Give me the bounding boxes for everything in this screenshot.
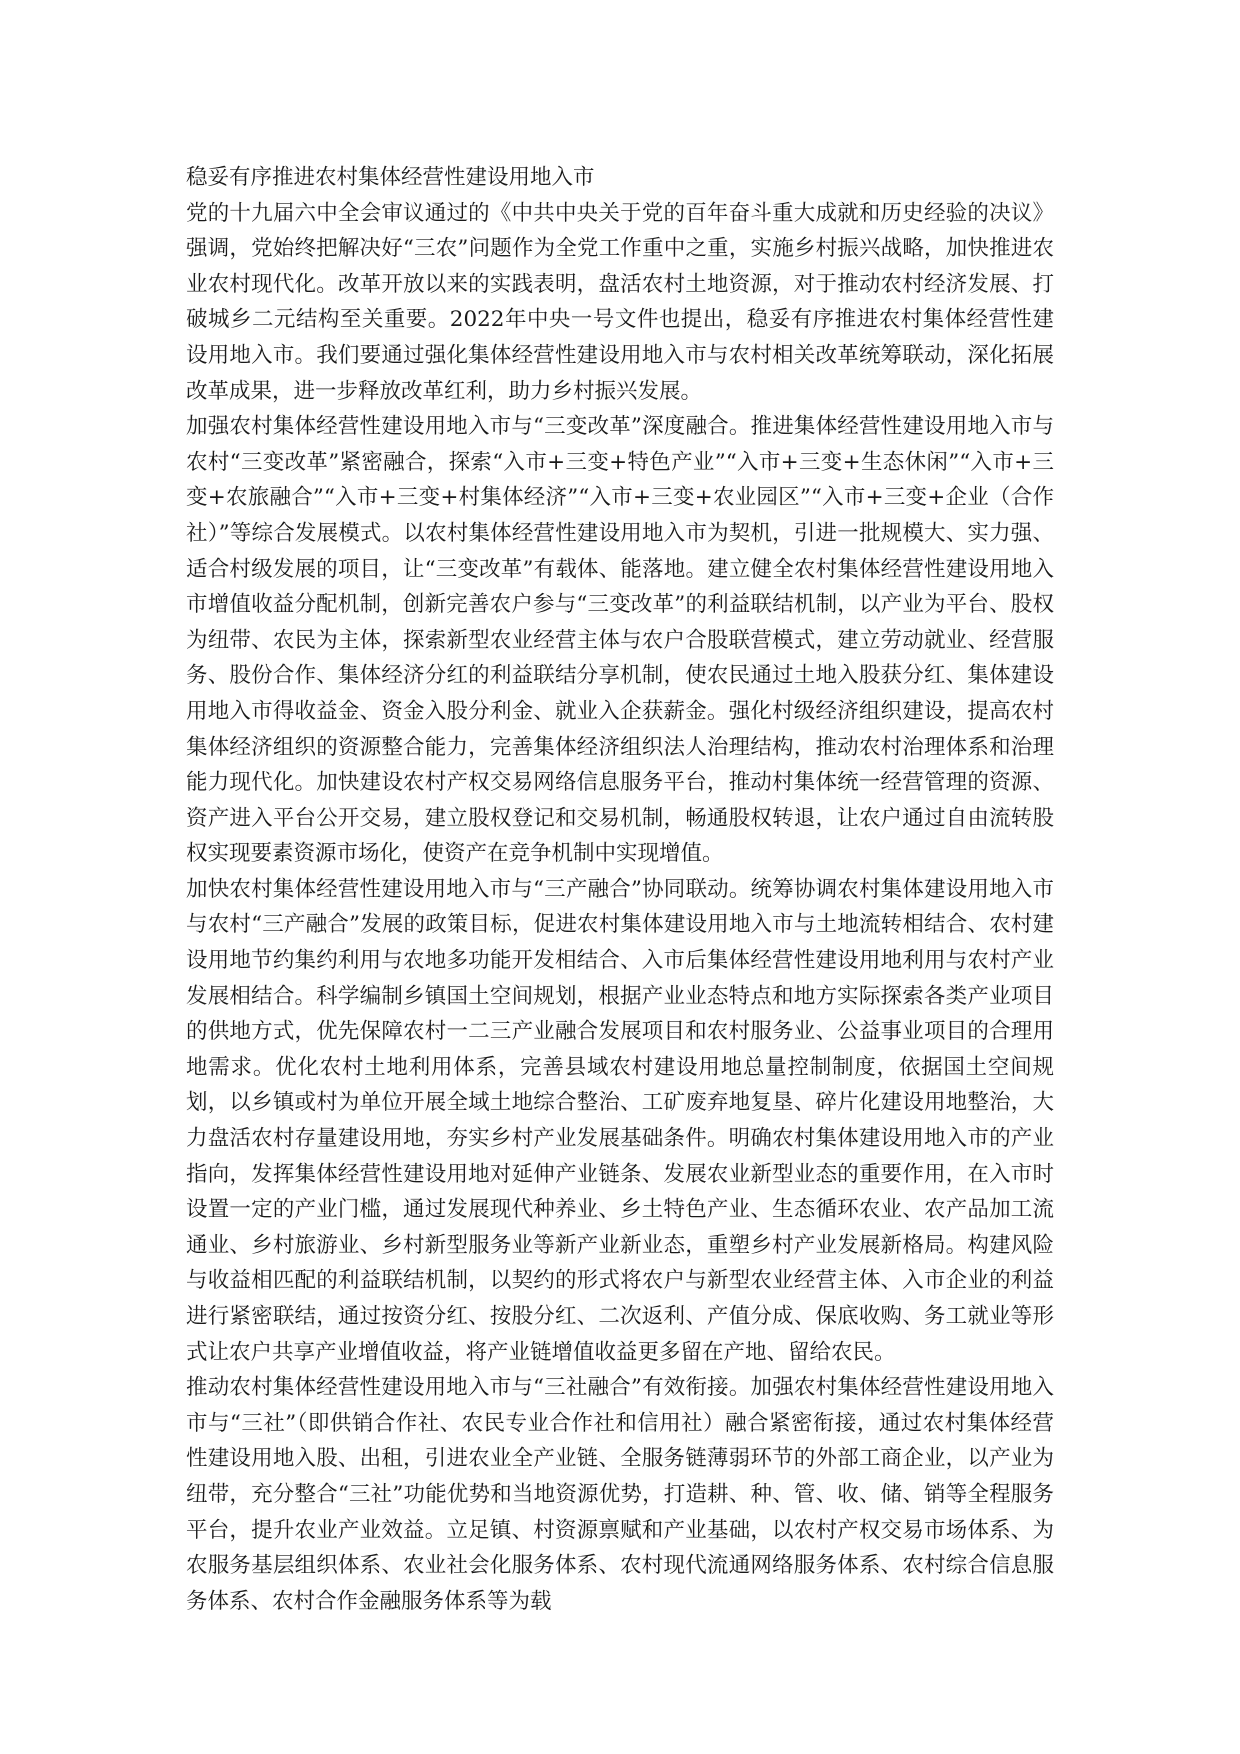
paragraph-intro: 党的十九届六中全会审议通过的《中共中央关于党的百年奋斗重大成就和历史经验的决议》强调，党始终把解决好“三农”问题作为全党工作重中之重，实施乡村振兴战略，加快推进农业农村现代化。改革开放以来的实践表明，盘活农村土地资源，对于推动农村经济发展、打破城乡二元结构至关重要。2022年中央一号文件也提出，稳妥有序推进农村集体经营性建设用地入市。我们要通过强化集体经营性建设用地入市与农村相关改革统筹联动，深化拓展改革成果，进一步释放改革红利，助力乡村振兴发展。: [186, 200, 1054, 404]
document-title: 稳妥有序推进农村集体经营性建设用地入市: [186, 165, 595, 190]
document-page: [186, 160, 1054, 1619]
paragraph-industry-integration: 加快农村集体经营性建设用地入市与“三产融合”协同联动。统筹协调农村集体建设用地入市与农村“三产融合”发展的政策目标，促进农村集体建设用地入市与土地流转相结合、农村建设用地节约集约利用与农地多功能开发相结合、入市后集体经营性建设用地利用与农村产业发展相结合。科学编制乡镇国土空间规划，根据产业业态特点和地方实际探索各类产业项目的供地方式，优先保障农村一二三产业融合发展项目和农村服务业、公益事业项目的合理用地需求。优化农村土地利用体系，完善县域农村建设用地总量控制制度，依据国土空间规划，以乡镇或村为单位开展全域土地综合整治、工矿废弃地复垦、碎片化建设用地整治，大力盘活农村存量建设用地，夯实乡村产业发展基础条件。明确农村集体建设用地入市的产业指向，发挥集体经营性建设用地对延伸产业链条、发展农业新型业态的重要作用，在入市时设置一定的产业门槛，通过发展现代种养业、乡土特色产业、生态循环农业、农产品加工流通业、乡村旅游业、乡村新型服务业等新产业新业态，重塑乡村产业发展新格局。构建风险与收益相匹配的利益联结机制，以契约的形式将农户与新型农业经营主体、入市企业的利益进行紧密联结，通过按资分红、按股分红、二次返利、产值分成、保底收购、务工就业等形式让农户共享产业增值收益，将产业链增值收益更多留在产地、留给农民。: [186, 876, 1054, 1365]
paragraph-three-cooperatives: 推动农村集体经营性建设用地入市与“三社融合”有效衔接。加强农村集体经营性建设用地入市与“三社”（即供销合作社、农民专业合作社和信用社）融合紧密衔接，通过农村集体经营性建设用地入股、出租，引进农业全产业链、全服务链薄弱环节的外部工商企业，以产业为纽带，充分整合“三社”功能优势和当地资源优势，打造耕、种、管、收、储、销等全程服务平台，提升农业产业效益。立足镇、村资源禀赋和产业基础，以农村产权交易市场体系、为农服务基层组织体系、农业社会化服务体系、农村现代流通网络服务体系、农村综合信息服务体系、农村合作金融服务体系等为载: [186, 1375, 1054, 1614]
paragraph-three-changes: 加强农村集体经营性建设用地入市与“三变改革”深度融合。推进集体经营性建设用地入市与农村“三变改革”紧密融合，探索“入市+三变+特色产业”“入市+三变+生态休闲”“入市+三变+农旅融合”“入市+三变+村集体经济”“入市+三变+农业园区”“入市+三变+企业（合作社）”等综合发展模式。以农村集体经营性建设用地入市为契机，引进一批规模大、实力强、适合村级发展的项目，让“三变改革”有载体、能落地。建立健全农村集体经营性建设用地入市增值收益分配机制，创新完善农户参与“三变改革”的利益联结机制，以产业为平台、股权为纽带、农民为主体，探索新型农业经营主体与农户合股联营模式，建立劳动就业、经营服务、股份合作、集体经济分红的利益联结分享机制，使农民通过土地入股获分红、集体建设用地入市得收益金、资金入股分利金、就业入企获薪金。强化村级经济组织建设，提高农村集体经济组织的资源整合能力，完善集体经济组织法人治理结构，推动农村治理体系和治理能力现代化。加快建设农村产权交易网络信息服务平台，推动村集体统一经营管理的资源、资产进入平台公开交易，建立股权登记和交易机制，畅通股权转退，让农户通过自由流转股权实现要素资源市场化，使资产在竞争机制中实现增值。: [186, 414, 1054, 867]
